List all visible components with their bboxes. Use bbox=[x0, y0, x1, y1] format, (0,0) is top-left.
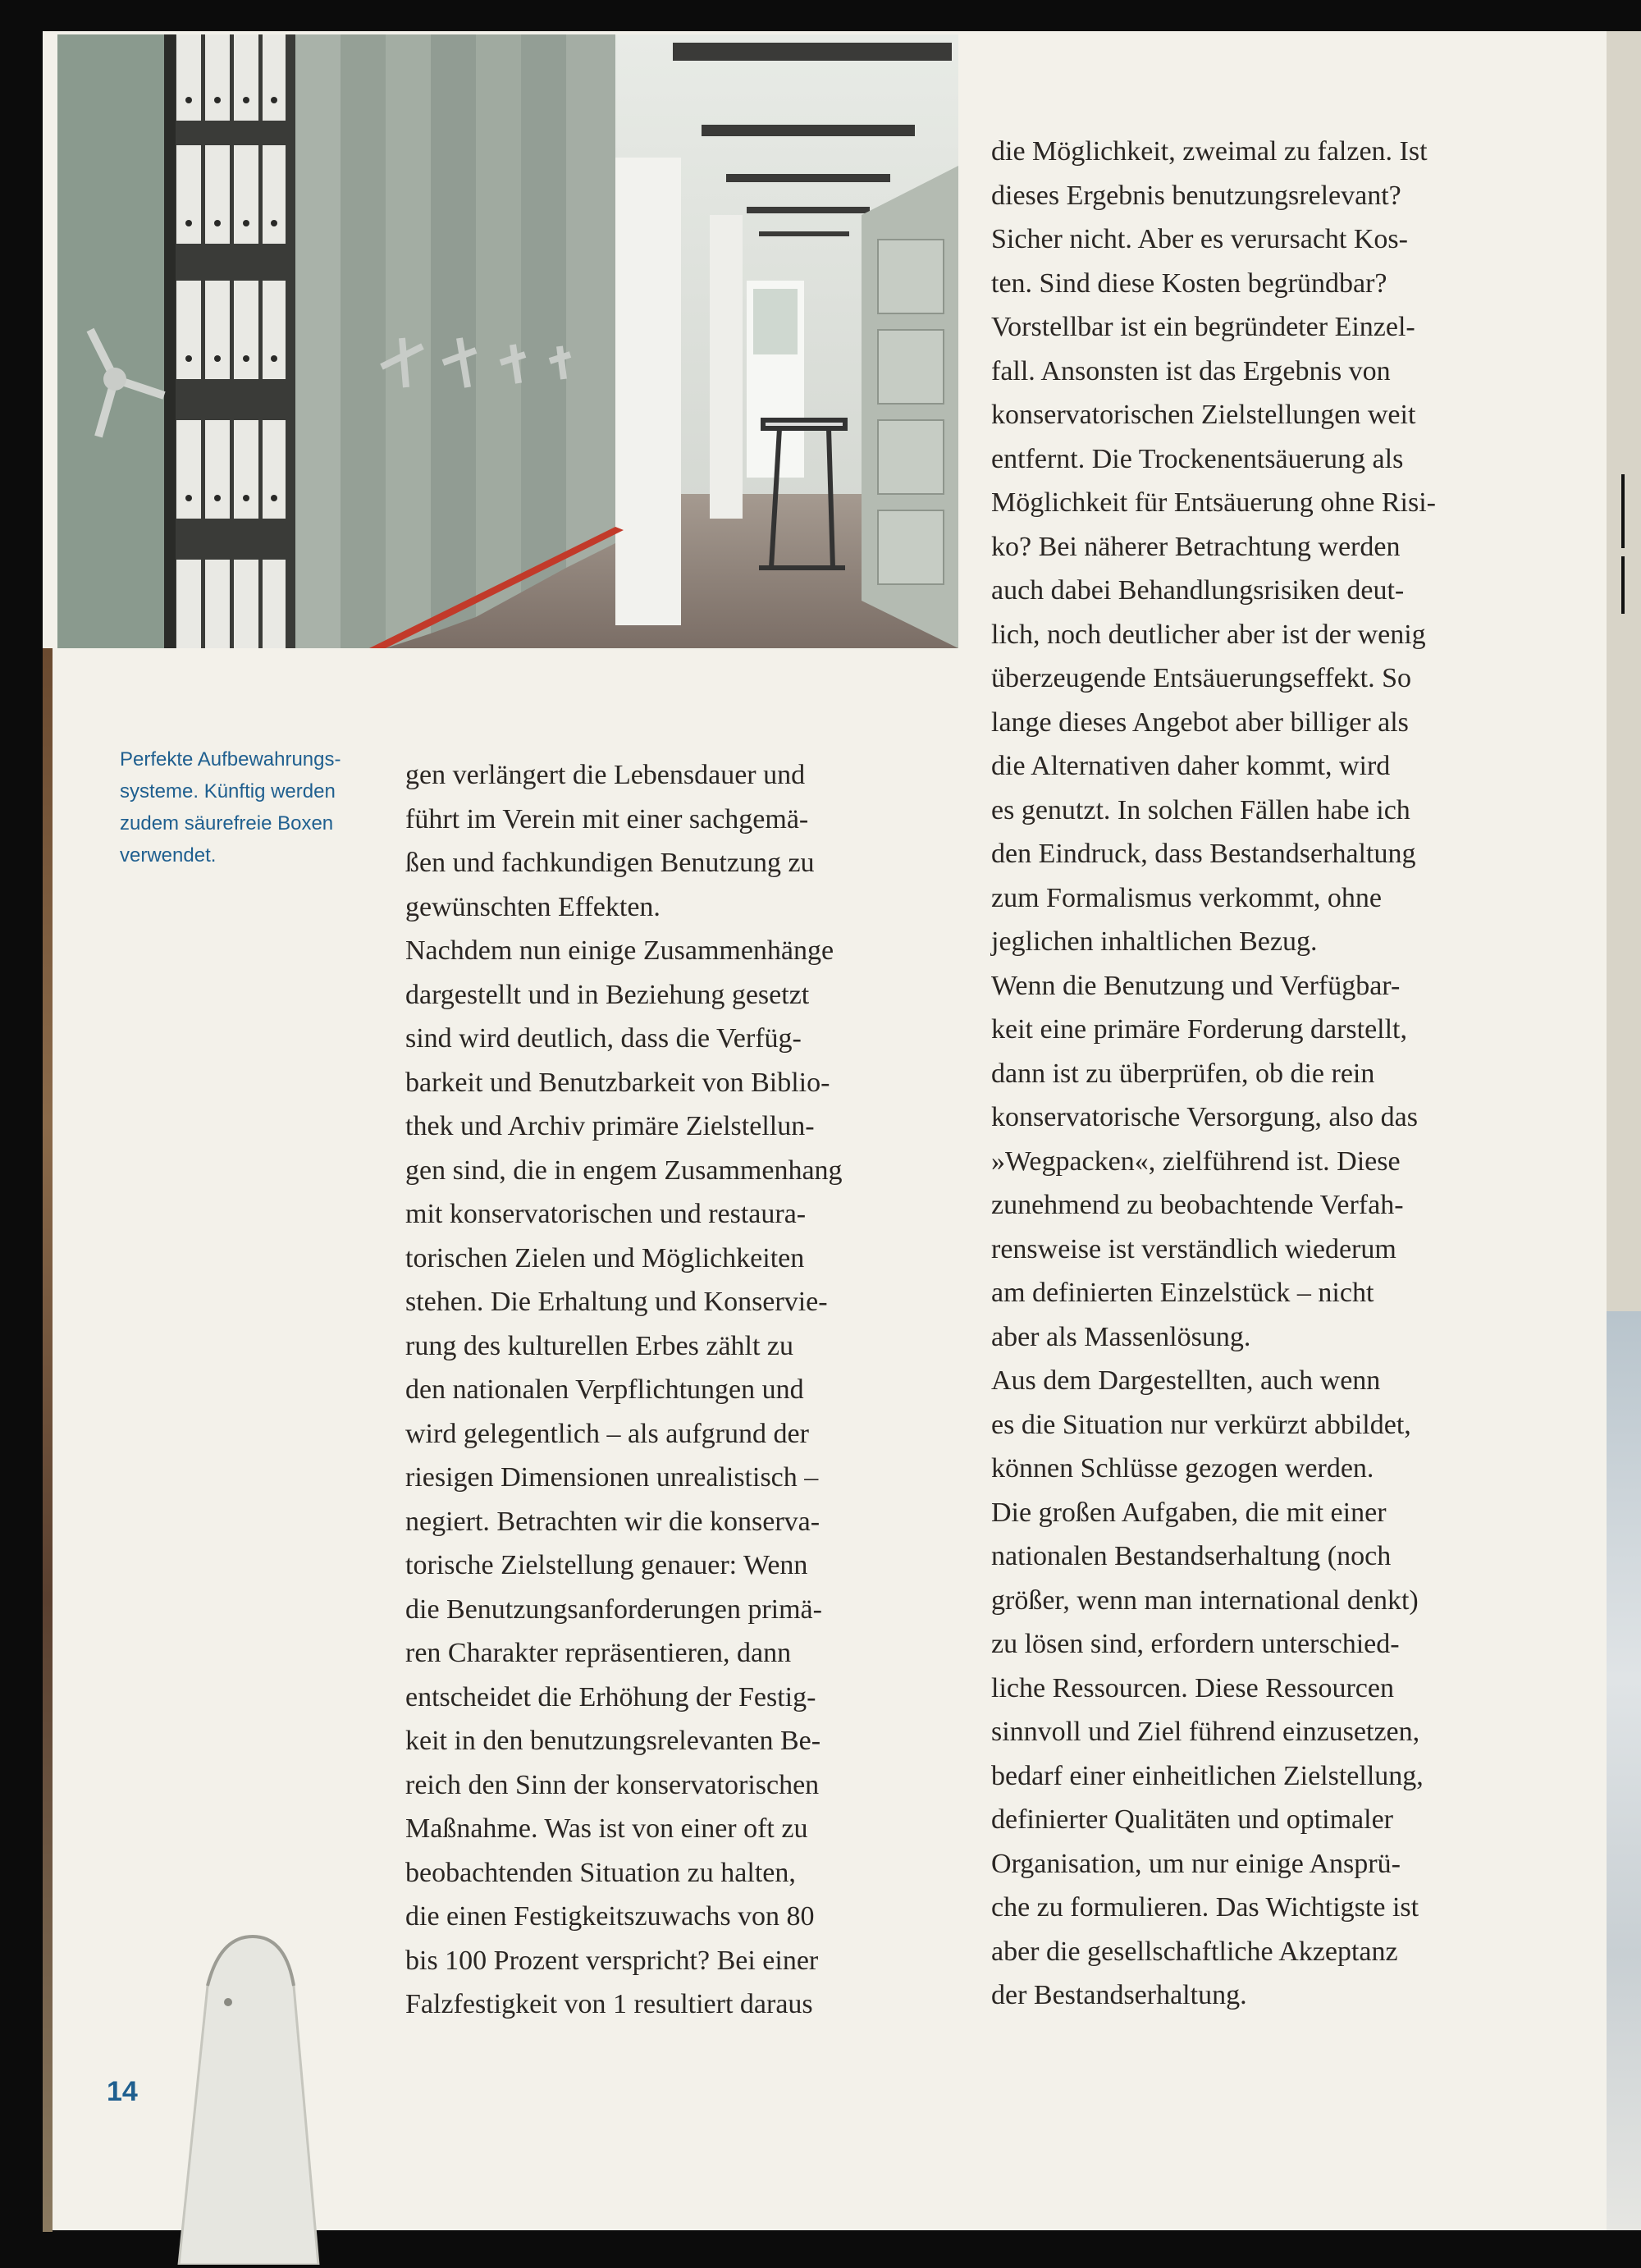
paperclip-illustration bbox=[162, 1887, 327, 2265]
edge-mark bbox=[1621, 556, 1625, 614]
edge-image-bleed bbox=[1607, 1311, 1641, 2230]
page-edge-right bbox=[1607, 31, 1641, 2230]
body-column-right: die Möglichkeit, zweimal zu falzen. Ist dieses Ergebnis benutzungsrelevant? Sicher nicht. Aber es verursacht Kos- ten. Sind diese Kosten begründbar? Vorstellbar ist ein begründeter Einzel- fall. Ansonsten ist das Ergebnis von konservatorischen Zielstellungen weit entfernt. Die Trockenentsäuerung als Möglichkeit für Entsäuerung ohne Risi- ko? Bei näherer Betrachtung werden auch dabei Behandlungsrisiken deut- lich, noch deutlicher aber ist der wenig überzeugende Entsäuerungseffekt. So lange dieses Angebot aber billiger als die Alternativen daher kommt, wird es genutzt. In solchen Fällen habe ich den Eindruck, dass Bestandserhaltung zum Formalismus verkommt, ohne jeglichen inhaltlichen Bezug. Wenn die Benutzung und Verfügbar- keit eine primäre Forderung darstellt, dann ist zu überprüfen, ob die rein konservatorische Versorgung, also das »Wegpacken«, zielführend ist. Diese zunehmend zu beobachtende Verfah- rensweise ist verständlich wiederum am definierten Einzelstück – nicht aber als Massenlösung. Aus dem Dargestellten, auch wenn es die Situation nur verkürzt abbildet, können Schlüsse gezogen werden. Die großen Aufgaben, die mit einer nationalen Bestandserhaltung (noch größer, wenn man international denkt) zu lösen sind, erfordern unterschied- liche Ressourcen. Diese Ressourcen sinnvoll und Ziel führend einzusetzen, bedarf einer einheitlichen Zielstellung, definierter Qualitäten und optimaler Organisation, um nur einige Ansprü- che zu formulieren. Das Wichtigste ist aber die gesellschaftliche Akzeptanz der Bestandserhaltung. bbox=[991, 136, 1437, 2010]
facing-page-edge bbox=[43, 648, 53, 2232]
page-number: 14 bbox=[107, 2076, 138, 2107]
edge-mark bbox=[1621, 474, 1625, 548]
body-column-middle: gen verlängert die Lebensdauer und führt im Verein mit einer sachgemä- ßen und fachkundigen Benutzung zu gewünschten Effekten. Nachdem nun einige Zusammenhänge dargestellt und in Beziehung gesetzt sind wird deutlich, dass die Verfüg- barkeit und Benutzbarkeit von Biblio- thek und Archiv primäre Zielstellun- gen sind, die in engem Zusammenhang mit konservatorischen und restaura- torischen Zielen und Möglichkeiten stehen. Die Erhaltung und Konservie- rung des kulturellen Erbes zählt zu den nationalen Verpflichtungen und wird gelegentlich – als aufgrund der riesigen Dimensionen unrealistisch – negiert. Betrachten wir die konserva- torische Zielstellung genauer: Wenn die Benutzungsanforderungen primä- ren Charakter repräsentieren, dann entscheidet die Erhöhung der Festig- keit in den benutzungsrelevanten Be- reich den Sinn der konservatorischen Maßnahme. Was ist von einer oft zu beobachtenden Situation zu halten, die einen Festigkeitszuwachs von 80 bis 100 Prozent verspricht? Bei einer Falzfestigkeit von 1 resultiert daraus bbox=[405, 760, 843, 2019]
photo-caption: Perfekte Aufbewahrungs- systeme. Künftig werden zudem säurefreie Boxen verwendet. bbox=[120, 748, 341, 867]
archive-shelving-photo bbox=[57, 34, 958, 648]
